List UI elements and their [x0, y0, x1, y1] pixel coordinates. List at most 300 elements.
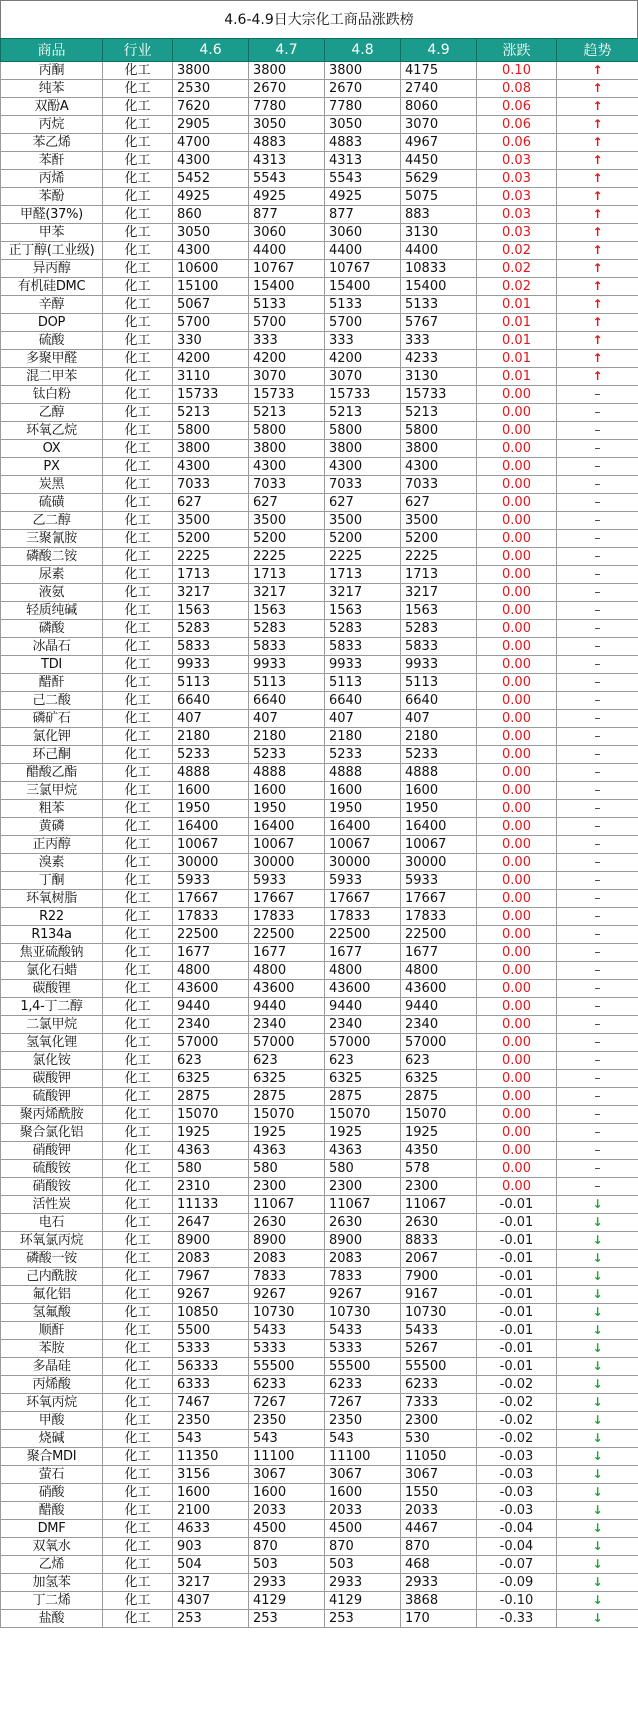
price-4-8-cell: 1563 — [325, 602, 401, 620]
trend-cell — [557, 1412, 638, 1430]
trend-up-arrow-icon: ↑ — [592, 117, 603, 131]
trend-cell — [557, 368, 638, 386]
change-cell: 0.06 — [477, 98, 557, 116]
price-4-8-cell: 4300 — [325, 458, 401, 476]
trend-cell — [557, 512, 638, 530]
table-row — [1, 1592, 638, 1610]
price-4-8-cell: 16400 — [325, 818, 401, 836]
price-4-6-cell: 11350 — [173, 1448, 249, 1466]
price-4-6-cell: 11133 — [173, 1196, 249, 1214]
trend-flat-arrow-icon: – — [594, 945, 601, 959]
industry-cell: 化工 — [103, 1088, 173, 1106]
trend-cell — [557, 1502, 638, 1520]
price-4-9-cell: 3868 — [401, 1592, 477, 1610]
price-4-9-cell: 3070 — [401, 116, 477, 134]
industry-cell: 化工 — [103, 404, 173, 422]
price-4-7-cell: 15070 — [249, 1106, 325, 1124]
trend-cell — [557, 1196, 638, 1214]
price-4-8-cell: 9267 — [325, 1286, 401, 1304]
trend-flat-arrow-icon: – — [594, 531, 601, 545]
industry-cell: 化工 — [103, 962, 173, 980]
change-cell: 0.10 — [477, 62, 557, 80]
industry-cell: 化工 — [103, 224, 173, 242]
price-4-7-cell: 5933 — [249, 872, 325, 890]
change-cell: -0.04 — [477, 1520, 557, 1538]
price-4-6-cell: 1925 — [173, 1124, 249, 1142]
price-4-7-cell: 4800 — [249, 962, 325, 980]
price-4-7-cell: 5283 — [249, 620, 325, 638]
price-4-7-cell: 2033 — [249, 1502, 325, 1520]
price-4-7-cell: 627 — [249, 494, 325, 512]
trend-up-arrow-icon: ↑ — [592, 99, 603, 113]
table-row — [1, 818, 638, 836]
price-4-8-cell: 6325 — [325, 1070, 401, 1088]
commodity-name-cell: 黄磷 — [1, 818, 103, 836]
trend-flat-arrow-icon: – — [594, 981, 601, 995]
industry-cell: 化工 — [103, 926, 173, 944]
change-cell: -0.01 — [477, 1250, 557, 1268]
industry-cell: 化工 — [103, 1322, 173, 1340]
trend-cell — [557, 80, 638, 98]
trend-cell — [557, 566, 638, 584]
commodity-name-cell: 乙烯 — [1, 1556, 103, 1574]
commodity-name-cell: 醋酸 — [1, 1502, 103, 1520]
trend-cell — [557, 278, 638, 296]
price-4-7-cell: 5700 — [249, 314, 325, 332]
price-4-6-cell: 2905 — [173, 116, 249, 134]
trend-flat-arrow-icon: – — [594, 1125, 601, 1139]
price-4-7-cell: 4300 — [249, 458, 325, 476]
industry-cell: 化工 — [103, 350, 173, 368]
commodity-name-cell: 正丁醇(工业级) — [1, 242, 103, 260]
price-4-9-cell: 2933 — [401, 1574, 477, 1592]
price-4-6-cell: 504 — [173, 1556, 249, 1574]
commodity-name-cell: 苯胺 — [1, 1340, 103, 1358]
price-4-6-cell: 57000 — [173, 1034, 249, 1052]
price-4-6-cell: 10850 — [173, 1304, 249, 1322]
price-4-9-cell: 7900 — [401, 1268, 477, 1286]
header-change[interactable]: 涨跌 — [477, 39, 557, 62]
trend-cell — [557, 332, 638, 350]
price-4-7-cell: 9933 — [249, 656, 325, 674]
change-cell: 0.00 — [477, 1070, 557, 1088]
price-4-8-cell: 11067 — [325, 1196, 401, 1214]
price-4-6-cell: 2350 — [173, 1412, 249, 1430]
change-cell: 0.00 — [477, 1124, 557, 1142]
commodity-name-cell: R22 — [1, 908, 103, 926]
price-4-8-cell: 5333 — [325, 1340, 401, 1358]
price-4-9-cell: 170 — [401, 1610, 477, 1628]
price-4-7-cell: 3070 — [249, 368, 325, 386]
industry-cell: 化工 — [103, 1016, 173, 1034]
price-4-8-cell: 2670 — [325, 80, 401, 98]
price-4-9-cell: 8060 — [401, 98, 477, 116]
change-cell: 0.00 — [477, 602, 557, 620]
trend-up-arrow-icon: ↑ — [592, 279, 603, 293]
price-4-9-cell: 883 — [401, 206, 477, 224]
change-cell: 0.00 — [477, 908, 557, 926]
change-cell: -0.03 — [477, 1448, 557, 1466]
trend-cell — [557, 458, 638, 476]
price-4-8-cell: 1950 — [325, 800, 401, 818]
trend-cell — [557, 584, 638, 602]
trend-flat-arrow-icon: – — [594, 459, 601, 473]
price-4-6-cell: 5700 — [173, 314, 249, 332]
industry-cell: 化工 — [103, 134, 173, 152]
industry-cell: 化工 — [103, 746, 173, 764]
price-4-9-cell: 3500 — [401, 512, 477, 530]
commodity-name-cell: 氢氧化锂 — [1, 1034, 103, 1052]
industry-cell: 化工 — [103, 98, 173, 116]
price-4-7-cell: 10067 — [249, 836, 325, 854]
price-4-6-cell: 860 — [173, 206, 249, 224]
change-cell: 0.00 — [477, 836, 557, 854]
industry-cell: 化工 — [103, 1574, 173, 1592]
change-cell: 0.00 — [477, 782, 557, 800]
price-4-9-cell: 4175 — [401, 62, 477, 80]
price-4-8-cell: 4400 — [325, 242, 401, 260]
price-4-6-cell: 5067 — [173, 296, 249, 314]
price-4-7-cell: 6325 — [249, 1070, 325, 1088]
price-4-6-cell: 22500 — [173, 926, 249, 944]
change-cell: 0.01 — [477, 350, 557, 368]
price-4-6-cell: 253 — [173, 1610, 249, 1628]
price-4-8-cell: 2033 — [325, 1502, 401, 1520]
trend-cell — [557, 386, 638, 404]
price-4-6-cell: 6640 — [173, 692, 249, 710]
price-4-6-cell: 1950 — [173, 800, 249, 818]
price-4-8-cell: 2225 — [325, 548, 401, 566]
trend-flat-arrow-icon: – — [594, 513, 601, 527]
trend-cell — [557, 242, 638, 260]
trend-down-arrow-icon: ↓ — [592, 1593, 603, 1607]
industry-cell: 化工 — [103, 1394, 173, 1412]
trend-cell — [557, 98, 638, 116]
trend-cell — [557, 764, 638, 782]
industry-cell: 化工 — [103, 494, 173, 512]
change-cell: 0.03 — [477, 224, 557, 242]
industry-cell: 化工 — [103, 656, 173, 674]
trend-flat-arrow-icon: – — [594, 711, 601, 725]
trend-up-arrow-icon: ↑ — [592, 153, 603, 167]
trend-down-arrow-icon: ↓ — [592, 1377, 603, 1391]
commodity-name-cell: 萤石 — [1, 1466, 103, 1484]
change-cell: 0.00 — [477, 440, 557, 458]
trend-down-arrow-icon: ↓ — [592, 1413, 603, 1427]
commodity-name-cell: 电石 — [1, 1214, 103, 1232]
header-commodity[interactable]: 商品 — [1, 39, 103, 62]
price-4-6-cell: 15100 — [173, 278, 249, 296]
industry-cell: 化工 — [103, 458, 173, 476]
price-4-6-cell: 2180 — [173, 728, 249, 746]
price-4-7-cell: 6640 — [249, 692, 325, 710]
commodity-name-cell: 环氧氯丙烷 — [1, 1232, 103, 1250]
price-4-6-cell: 3156 — [173, 1466, 249, 1484]
price-4-9-cell: 4450 — [401, 152, 477, 170]
trend-cell — [557, 170, 638, 188]
trend-cell — [557, 674, 638, 692]
change-cell: 0.00 — [477, 476, 557, 494]
price-4-9-cell: 10730 — [401, 1304, 477, 1322]
commodity-name-cell: 双氧水 — [1, 1538, 103, 1556]
price-4-9-cell: 7333 — [401, 1394, 477, 1412]
table-row — [1, 368, 638, 386]
change-cell: 0.00 — [477, 1178, 557, 1196]
trend-up-arrow-icon: ↑ — [592, 135, 603, 149]
trend-cell — [557, 1610, 638, 1628]
commodity-name-cell: 碳酸锂 — [1, 980, 103, 998]
industry-cell: 化工 — [103, 1466, 173, 1484]
commodity-name-cell: 异丙醇 — [1, 260, 103, 278]
trend-cell — [557, 1574, 638, 1592]
trend-flat-arrow-icon: – — [594, 657, 601, 671]
change-cell: 0.00 — [477, 512, 557, 530]
price-4-6-cell: 407 — [173, 710, 249, 728]
industry-cell: 化工 — [103, 836, 173, 854]
trend-flat-arrow-icon: – — [594, 747, 601, 761]
trend-flat-arrow-icon: – — [594, 927, 601, 941]
industry-cell: 化工 — [103, 530, 173, 548]
trend-cell — [557, 1556, 638, 1574]
table-row — [1, 1016, 638, 1034]
commodity-name-cell: 环己酮 — [1, 746, 103, 764]
change-cell: -0.01 — [477, 1196, 557, 1214]
commodity-name-cell: 混二甲苯 — [1, 368, 103, 386]
industry-cell: 化工 — [103, 854, 173, 872]
trend-cell — [557, 782, 638, 800]
table-row — [1, 440, 638, 458]
commodity-name-cell: 苯酐 — [1, 152, 103, 170]
change-cell: 0.00 — [477, 890, 557, 908]
trend-cell — [557, 1070, 638, 1088]
table-row — [1, 224, 638, 242]
commodity-name-cell: 液氨 — [1, 584, 103, 602]
price-4-8-cell: 7780 — [325, 98, 401, 116]
price-4-8-cell: 7033 — [325, 476, 401, 494]
trend-cell — [557, 1592, 638, 1610]
price-4-7-cell: 5113 — [249, 674, 325, 692]
price-4-8-cell: 5113 — [325, 674, 401, 692]
trend-cell — [557, 746, 638, 764]
trend-flat-arrow-icon: – — [594, 963, 601, 977]
header-date-3[interactable]: 4.8 — [325, 39, 401, 62]
table-title: 4.6-4.9日大宗化工商品涨跌榜 — [0, 0, 638, 38]
change-cell: 0.00 — [477, 1142, 557, 1160]
commodity-name-cell: 醋酐 — [1, 674, 103, 692]
price-4-7-cell: 15400 — [249, 278, 325, 296]
trend-flat-arrow-icon: – — [594, 783, 601, 797]
price-4-9-cell: 6325 — [401, 1070, 477, 1088]
change-cell: 0.00 — [477, 458, 557, 476]
change-cell: -0.04 — [477, 1538, 557, 1556]
table-row — [1, 800, 638, 818]
industry-cell: 化工 — [103, 206, 173, 224]
commodity-name-cell: 尿素 — [1, 566, 103, 584]
price-4-8-cell: 10767 — [325, 260, 401, 278]
price-4-7-cell: 16400 — [249, 818, 325, 836]
price-4-6-cell: 5233 — [173, 746, 249, 764]
table-header — [1, 39, 638, 62]
price-4-6-cell: 5213 — [173, 404, 249, 422]
trend-down-arrow-icon: ↓ — [592, 1557, 603, 1571]
price-4-8-cell: 6233 — [325, 1376, 401, 1394]
header-date-1[interactable]: 4.6 — [173, 39, 249, 62]
trend-down-arrow-icon: ↓ — [592, 1287, 603, 1301]
price-4-9-cell: 5629 — [401, 170, 477, 188]
price-4-8-cell: 7267 — [325, 1394, 401, 1412]
industry-cell: 化工 — [103, 1196, 173, 1214]
table-row — [1, 1502, 638, 1520]
change-cell: 0.00 — [477, 944, 557, 962]
trend-flat-arrow-icon: – — [594, 729, 601, 743]
price-4-6-cell: 4363 — [173, 1142, 249, 1160]
table-row — [1, 1178, 638, 1196]
trend-down-arrow-icon: ↓ — [592, 1323, 603, 1337]
change-cell: -0.01 — [477, 1214, 557, 1232]
table-row — [1, 242, 638, 260]
commodity-name-cell: 多聚甲醛 — [1, 350, 103, 368]
header-date-2[interactable]: 4.7 — [249, 39, 325, 62]
change-cell: -0.01 — [477, 1340, 557, 1358]
trend-flat-arrow-icon: – — [594, 1161, 601, 1175]
price-4-6-cell: 5113 — [173, 674, 249, 692]
commodity-name-cell: 丙烷 — [1, 116, 103, 134]
price-4-7-cell: 333 — [249, 332, 325, 350]
table-row — [1, 98, 638, 116]
price-4-6-cell: 9440 — [173, 998, 249, 1016]
trend-down-arrow-icon: ↓ — [592, 1395, 603, 1409]
price-4-7-cell: 55500 — [249, 1358, 325, 1376]
price-4-6-cell: 4307 — [173, 1592, 249, 1610]
industry-cell: 化工 — [103, 62, 173, 80]
change-cell: -0.01 — [477, 1286, 557, 1304]
trend-cell — [557, 206, 638, 224]
price-4-6-cell: 43600 — [173, 980, 249, 998]
trend-flat-arrow-icon: – — [594, 423, 601, 437]
industry-cell: 化工 — [103, 944, 173, 962]
table-row — [1, 152, 638, 170]
commodity-name-cell: DMF — [1, 1520, 103, 1538]
price-4-9-cell: 1950 — [401, 800, 477, 818]
price-4-6-cell: 4300 — [173, 458, 249, 476]
header-date-4[interactable]: 4.9 — [401, 39, 477, 62]
price-4-9-cell: 4350 — [401, 1142, 477, 1160]
change-cell: 0.00 — [477, 1034, 557, 1052]
trend-flat-arrow-icon: – — [594, 765, 601, 779]
trend-cell — [557, 440, 638, 458]
price-4-9-cell: 2740 — [401, 80, 477, 98]
price-4-7-cell: 503 — [249, 1556, 325, 1574]
price-4-6-cell: 7467 — [173, 1394, 249, 1412]
change-cell: -0.33 — [477, 1610, 557, 1628]
change-cell: -0.03 — [477, 1484, 557, 1502]
price-4-9-cell: 4967 — [401, 134, 477, 152]
price-4-7-cell: 407 — [249, 710, 325, 728]
price-4-7-cell: 22500 — [249, 926, 325, 944]
industry-cell: 化工 — [103, 1340, 173, 1358]
commodity-name-cell: R134a — [1, 926, 103, 944]
change-cell: 0.00 — [477, 926, 557, 944]
industry-cell: 化工 — [103, 1214, 173, 1232]
trend-flat-arrow-icon: – — [594, 855, 601, 869]
price-4-9-cell: 5267 — [401, 1340, 477, 1358]
change-cell: 0.03 — [477, 170, 557, 188]
table-row — [1, 764, 638, 782]
header-trend[interactable]: 趋势 — [557, 39, 638, 62]
price-4-8-cell: 4883 — [325, 134, 401, 152]
trend-flat-arrow-icon: – — [594, 1107, 601, 1121]
price-4-7-cell: 11100 — [249, 1448, 325, 1466]
price-4-7-cell: 580 — [249, 1160, 325, 1178]
trend-cell — [557, 1394, 638, 1412]
price-4-6-cell: 17667 — [173, 890, 249, 908]
change-cell: 0.00 — [477, 746, 557, 764]
price-4-8-cell: 2300 — [325, 1178, 401, 1196]
price-4-9-cell: 5133 — [401, 296, 477, 314]
trend-down-arrow-icon: ↓ — [592, 1575, 603, 1589]
price-4-6-cell: 627 — [173, 494, 249, 512]
table-row — [1, 782, 638, 800]
price-4-9-cell: 1563 — [401, 602, 477, 620]
price-4-7-cell: 2340 — [249, 1016, 325, 1034]
trend-cell — [557, 1124, 638, 1142]
price-4-9-cell: 5933 — [401, 872, 477, 890]
price-4-6-cell: 5200 — [173, 530, 249, 548]
price-4-9-cell: 43600 — [401, 980, 477, 998]
price-4-9-cell: 8833 — [401, 1232, 477, 1250]
table-row — [1, 746, 638, 764]
trend-flat-arrow-icon: – — [594, 405, 601, 419]
change-cell: 0.00 — [477, 566, 557, 584]
commodity-name-cell: 甲苯 — [1, 224, 103, 242]
change-cell: 0.01 — [477, 314, 557, 332]
trend-cell — [557, 998, 638, 1016]
header-industry[interactable]: 行业 — [103, 39, 173, 62]
price-4-8-cell: 3800 — [325, 440, 401, 458]
price-4-8-cell: 580 — [325, 1160, 401, 1178]
trend-down-arrow-icon: ↓ — [592, 1521, 603, 1535]
price-4-6-cell: 15070 — [173, 1106, 249, 1124]
price-4-7-cell: 3050 — [249, 116, 325, 134]
industry-cell: 化工 — [103, 260, 173, 278]
price-4-8-cell: 3050 — [325, 116, 401, 134]
commodity-name-cell: 顺酐 — [1, 1322, 103, 1340]
price-4-7-cell: 3800 — [249, 62, 325, 80]
price-4-8-cell: 3217 — [325, 584, 401, 602]
price-4-8-cell: 3067 — [325, 1466, 401, 1484]
table-row — [1, 1538, 638, 1556]
trend-down-arrow-icon: ↓ — [592, 1269, 603, 1283]
price-4-6-cell: 5933 — [173, 872, 249, 890]
price-4-8-cell: 57000 — [325, 1034, 401, 1052]
price-4-7-cell: 43600 — [249, 980, 325, 998]
trend-up-arrow-icon: ↑ — [592, 333, 603, 347]
price-4-7-cell: 9267 — [249, 1286, 325, 1304]
commodity-name-cell: 硝酸 — [1, 1484, 103, 1502]
change-cell: -0.03 — [477, 1466, 557, 1484]
price-4-8-cell: 4200 — [325, 350, 401, 368]
trend-down-arrow-icon: ↓ — [592, 1251, 603, 1265]
price-4-8-cell: 5800 — [325, 422, 401, 440]
price-4-6-cell: 3800 — [173, 440, 249, 458]
table-row — [1, 206, 638, 224]
industry-cell: 化工 — [103, 1160, 173, 1178]
price-4-7-cell: 30000 — [249, 854, 325, 872]
trend-cell — [557, 1160, 638, 1178]
commodity-name-cell: 聚合MDI — [1, 1448, 103, 1466]
price-4-6-cell: 5833 — [173, 638, 249, 656]
price-4-9-cell: 11067 — [401, 1196, 477, 1214]
